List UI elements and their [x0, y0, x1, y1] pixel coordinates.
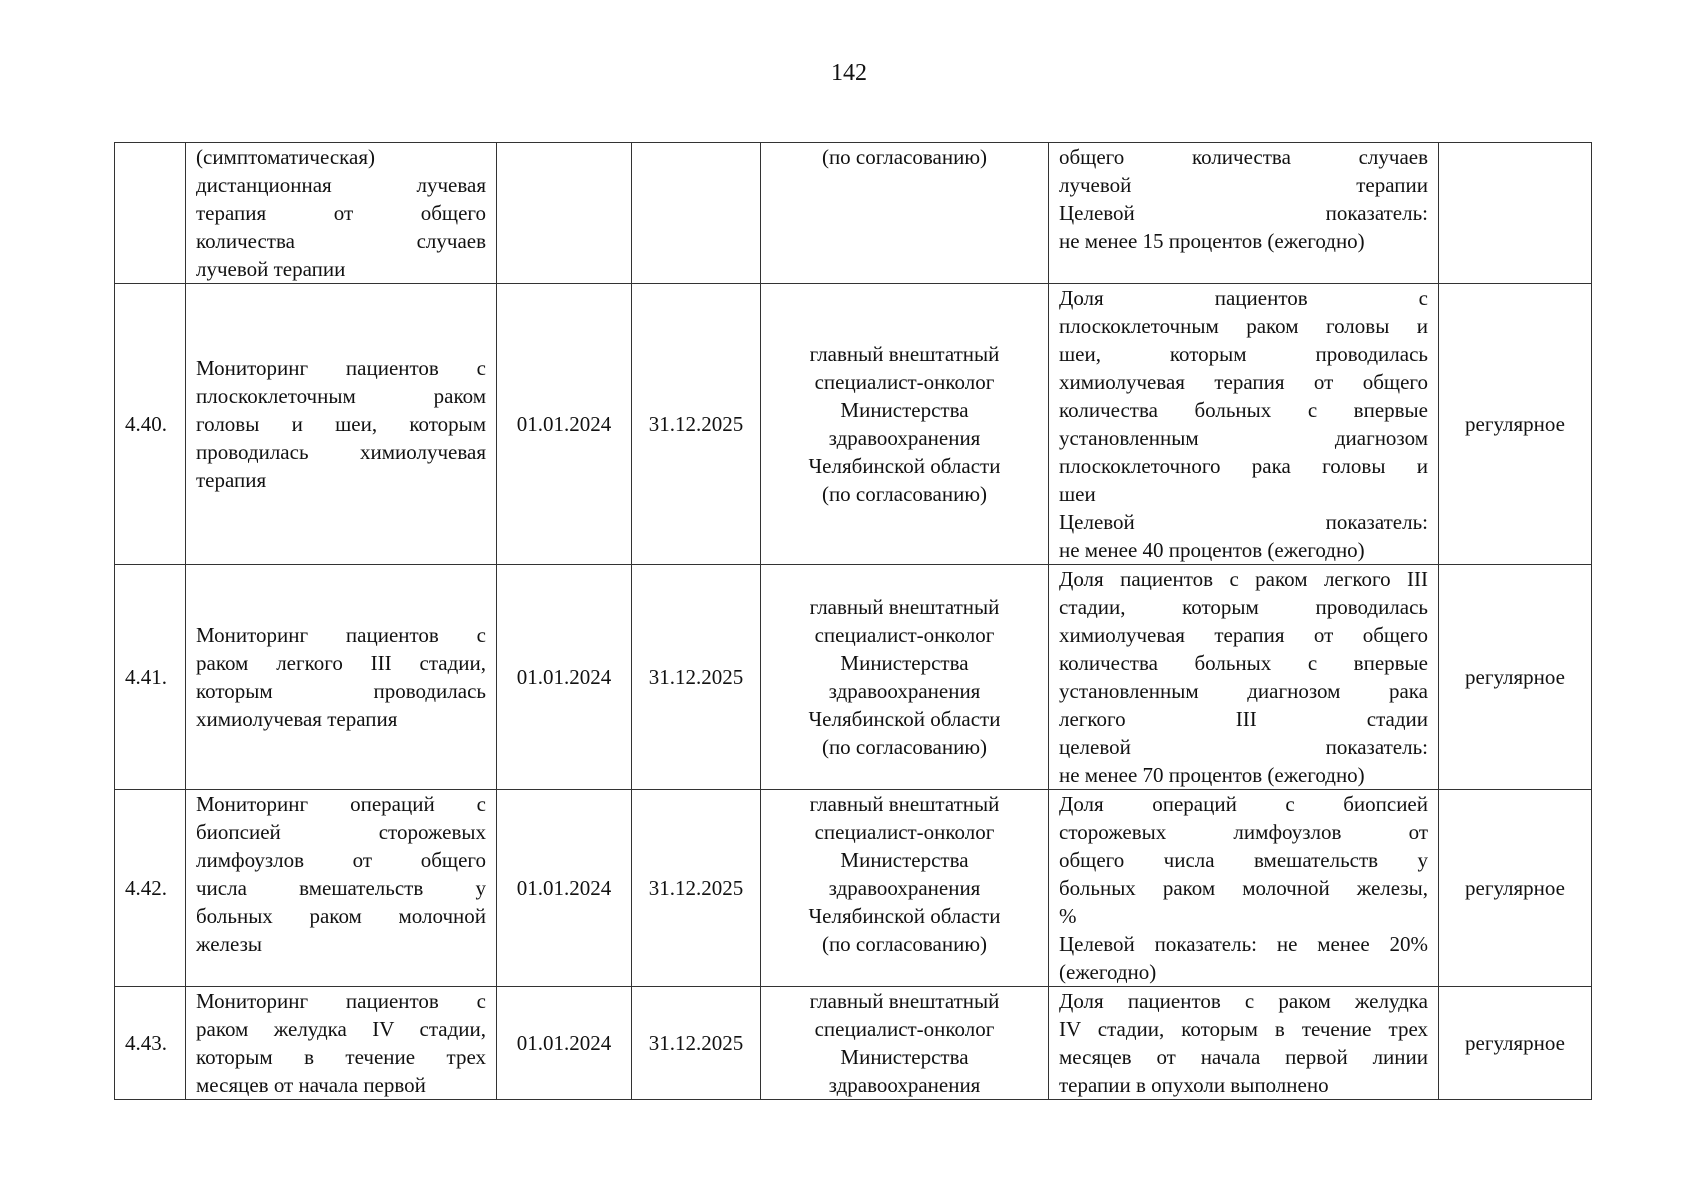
cell-line: здравоохранения — [828, 876, 981, 900]
start-date-cell: 01.01.2024 — [497, 565, 632, 790]
cell-line: Челябинской области — [808, 707, 1001, 731]
cell-line: Мониторинг операций с — [196, 792, 486, 816]
indicator-cell — [1049, 143, 1439, 284]
cell-line: химиолучевая терапия — [196, 707, 398, 731]
table-row — [115, 143, 1592, 284]
cell-line: не менее 15 процентов (ежегодно) — [1059, 229, 1365, 253]
cell-line: Мониторинг пациентов с — [196, 623, 486, 647]
end-date-cell: 31.12.2025 — [632, 284, 761, 565]
cell-line: числа вмешательств у — [196, 876, 486, 900]
cell-line: Целевой показатель: — [1059, 510, 1428, 534]
measure-name-cell — [186, 143, 497, 284]
cell-line: Мониторинг пациентов с — [196, 989, 486, 1013]
cell-line: месяцев от начала первой — [196, 1073, 426, 1097]
type-cell: регулярное — [1439, 987, 1592, 1100]
cell-line: больных раком молочной железы, — [1059, 876, 1428, 900]
cell-line: железы — [196, 932, 263, 956]
cell-line: биопсией сторожевых — [196, 820, 486, 844]
responsible-cell — [761, 790, 1049, 987]
cell-line: количества случаев — [196, 229, 486, 253]
start-date-cell: 01.01.2024 — [497, 284, 632, 565]
cell-line: специалист-онколог — [814, 370, 995, 394]
cell-line: главный внештатный — [809, 989, 1000, 1013]
cell-line: главный внештатный — [809, 792, 1000, 816]
responsible-cell — [761, 565, 1049, 790]
cell-line: Министерства — [840, 651, 969, 675]
cell-line: (по согласованию) — [821, 482, 988, 506]
item-number-cell — [115, 143, 186, 284]
cell-line: (по согласованию) — [821, 735, 988, 759]
responsible-cell — [761, 987, 1049, 1100]
indicator-cell — [1049, 987, 1439, 1100]
table-row — [115, 284, 1592, 565]
cell-line: головы и шеи, которым — [196, 412, 486, 436]
cell-line: Целевой показатель: не менее 20% — [1059, 932, 1428, 956]
cell-line: химиолучевая терапия от общего — [1059, 623, 1428, 647]
responsible-cell — [761, 284, 1049, 565]
cell-line: Доля пациентов с раком желудка — [1059, 989, 1428, 1013]
cell-line: раком легкого III стадии, — [196, 651, 486, 675]
cell-line: Челябинской области — [808, 904, 1001, 928]
cell-line: стадии, которым проводилась — [1059, 595, 1428, 619]
cell-line: не менее 40 процентов (ежегодно) — [1059, 538, 1365, 562]
measure-name-cell — [186, 565, 497, 790]
cell-line: специалист-онколог — [814, 820, 995, 844]
cell-line: Челябинской области — [808, 454, 1001, 478]
cell-line: Министерства — [840, 1045, 969, 1069]
cell-line: сторожевых лимфоузлов от — [1059, 820, 1428, 844]
cell-line: Доля операций с биопсией — [1059, 792, 1428, 816]
cell-line: терапия от общего — [196, 201, 486, 225]
type-cell: регулярное — [1439, 284, 1592, 565]
cell-line: легкого III стадии — [1059, 707, 1428, 731]
cell-line: дистанционная лучевая — [196, 173, 486, 197]
item-number-cell: 4.42. — [115, 790, 186, 987]
start-date-cell — [497, 143, 632, 284]
start-date-cell: 01.01.2024 — [497, 790, 632, 987]
cell-line: (ежегодно) — [1059, 960, 1157, 984]
cell-line: специалист-онколог — [814, 623, 995, 647]
page-number: 142 — [831, 60, 867, 86]
measures-table — [114, 142, 1592, 1100]
table-row — [115, 790, 1592, 987]
cell-line: которым в течение трех — [196, 1045, 486, 1069]
cell-line: общего числа вмешательств у — [1059, 848, 1428, 872]
cell-line: не менее 70 процентов (ежегодно) — [1059, 763, 1365, 787]
measure-name-cell — [186, 987, 497, 1100]
item-number-cell: 4.40. — [115, 284, 186, 565]
cell-line: (по согласованию) — [821, 145, 988, 169]
end-date-cell: 31.12.2025 — [632, 987, 761, 1100]
cell-line: проводилась химиолучевая — [196, 440, 486, 464]
cell-line: месяцев от начала первой линии — [1059, 1045, 1428, 1069]
type-cell: регулярное — [1439, 790, 1592, 987]
end-date-cell: 31.12.2025 — [632, 790, 761, 987]
table-row — [115, 987, 1592, 1100]
cell-line: которым проводилась — [196, 679, 486, 703]
cell-line: шеи — [1059, 482, 1096, 506]
cell-line: терапии в опухоли выполнено — [1059, 1073, 1329, 1097]
cell-line: Доля пациентов с — [1059, 286, 1428, 310]
cell-line: главный внештатный — [809, 342, 1000, 366]
indicator-cell — [1049, 565, 1439, 790]
type-cell — [1439, 143, 1592, 284]
cell-line: количества больных с впервые — [1059, 398, 1428, 422]
measure-name-cell — [186, 284, 497, 565]
table-row — [115, 565, 1592, 790]
responsible-cell — [761, 143, 1049, 284]
end-date-cell: 31.12.2025 — [632, 565, 761, 790]
cell-line: (симптоматическая) — [196, 145, 376, 169]
cell-line: количества больных с впервые — [1059, 651, 1428, 675]
cell-line: Министерства — [840, 848, 969, 872]
cell-line: специалист-онколог — [814, 1017, 995, 1041]
cell-line: здравоохранения — [828, 1073, 981, 1097]
cell-line: IV стадии, которым в течение трех — [1059, 1017, 1428, 1041]
cell-line: установленным диагнозом рака — [1059, 679, 1428, 703]
cell-line: установленным диагнозом — [1059, 426, 1428, 450]
measure-name-cell — [186, 790, 497, 987]
cell-line: больных раком молочной — [196, 904, 486, 928]
cell-line: % — [1059, 904, 1077, 928]
cell-line: общего количества случаев — [1059, 145, 1428, 169]
item-number-cell: 4.43. — [115, 987, 186, 1100]
cell-line: здравоохранения — [828, 426, 981, 450]
cell-line: лучевой терапии — [1059, 173, 1428, 197]
cell-line: главный внештатный — [809, 595, 1000, 619]
cell-line: плоскоклеточным раком головы и — [1059, 314, 1428, 338]
end-date-cell — [632, 143, 761, 284]
cell-line: плоскоклеточным раком — [196, 384, 486, 408]
type-cell: регулярное — [1439, 565, 1592, 790]
indicator-cell — [1049, 284, 1439, 565]
cell-line: лимфоузлов от общего — [196, 848, 486, 872]
cell-line: плоскоклеточного рака головы и — [1059, 454, 1428, 478]
cell-line: (по согласованию) — [821, 932, 988, 956]
indicator-cell — [1049, 790, 1439, 987]
cell-line: Целевой показатель: — [1059, 201, 1428, 225]
cell-line: шеи, которым проводилась — [1059, 342, 1428, 366]
cell-line: Мониторинг пациентов с — [196, 356, 486, 380]
cell-line: раком желудка IV стадии, — [196, 1017, 486, 1041]
cell-line: химиолучевая терапия от общего — [1059, 370, 1428, 394]
item-number-cell: 4.41. — [115, 565, 186, 790]
cell-line: здравоохранения — [828, 679, 981, 703]
start-date-cell: 01.01.2024 — [497, 987, 632, 1100]
cell-line: Министерства — [840, 398, 969, 422]
cell-line: целевой показатель: — [1059, 735, 1428, 759]
cell-line: Доля пациентов с раком легкого III — [1059, 567, 1428, 591]
cell-line: лучевой терапии — [196, 257, 346, 281]
cell-line: терапия — [196, 468, 267, 492]
